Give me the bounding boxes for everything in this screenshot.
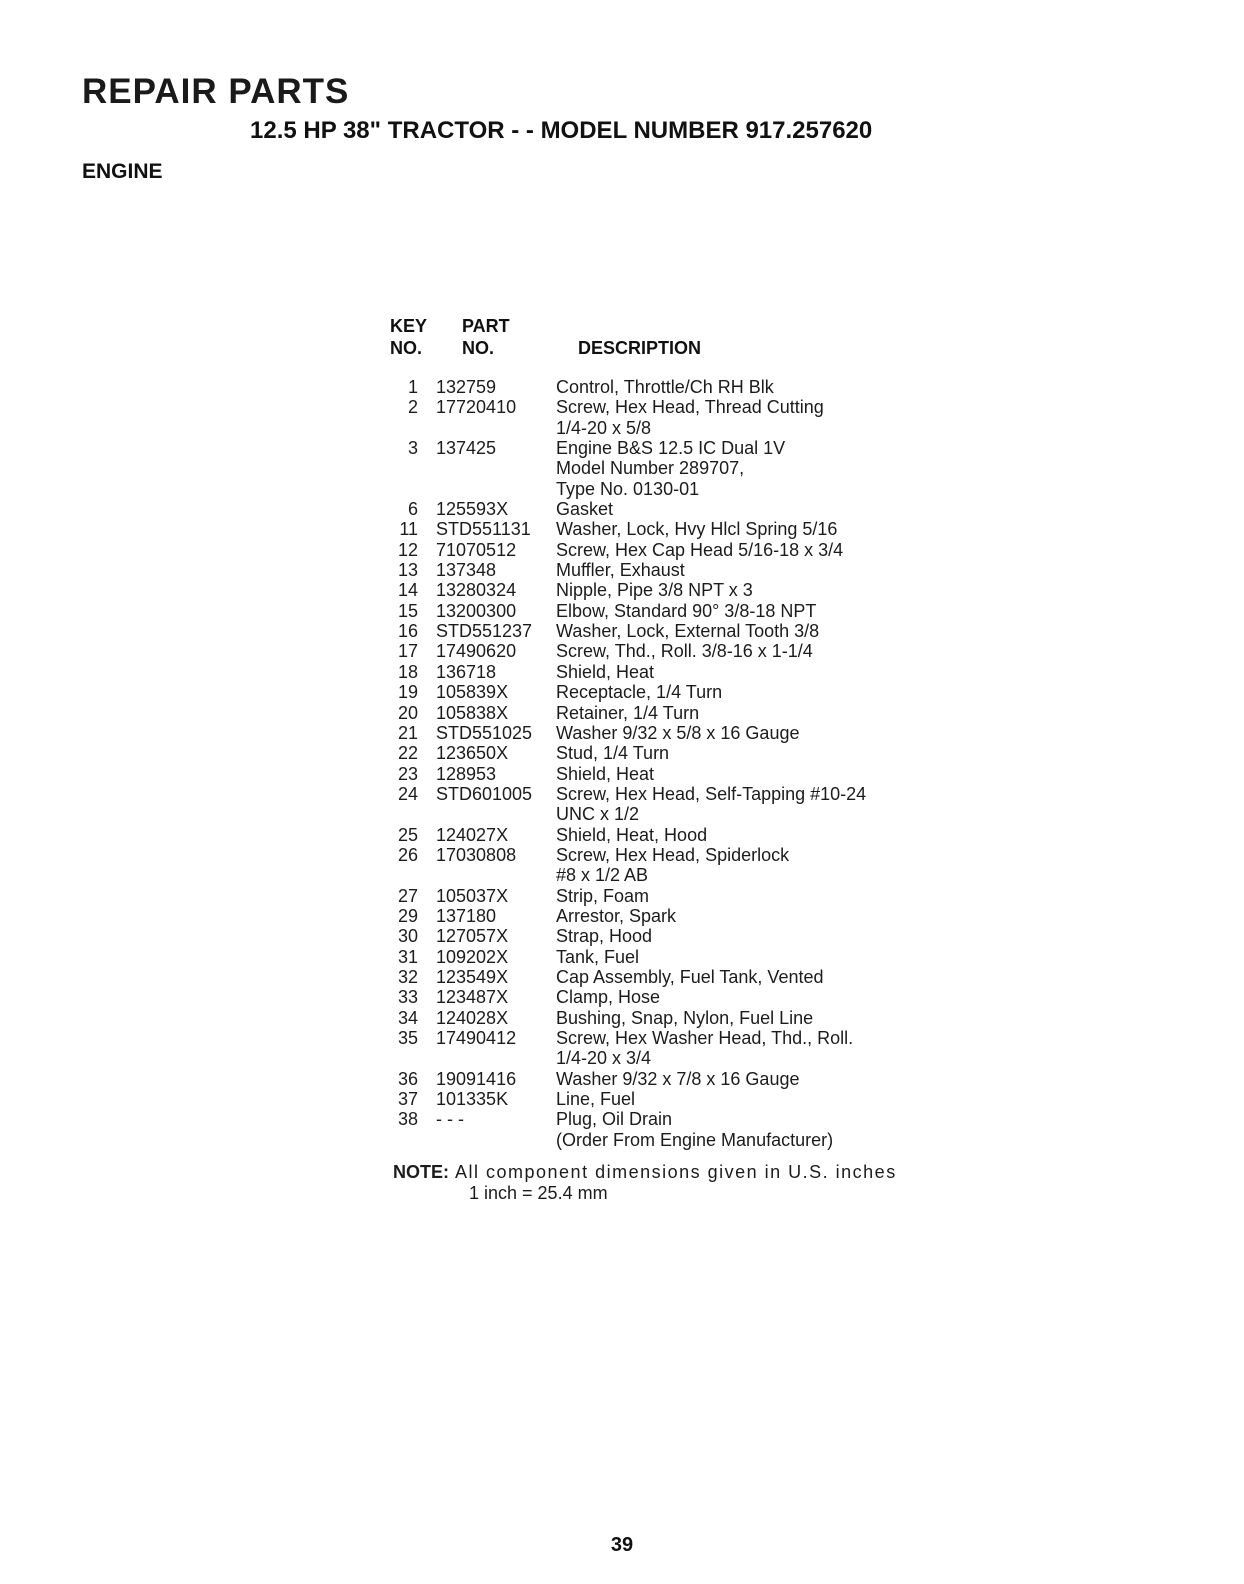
table-row <box>380 825 1000 845</box>
part-number: 17720410 <box>436 397 517 418</box>
description-line: Strap, Hood <box>556 926 653 947</box>
description-line: Bushing, Snap, Nylon, Fuel Line <box>556 1007 814 1028</box>
key-number: 33 <box>397 987 418 1008</box>
page-number: 39 <box>610 1534 634 1556</box>
description-line: #8 x 1/2 AB <box>556 865 649 886</box>
part-description <box>556 519 1000 539</box>
description-line: (Order From Engine Manufacturer) <box>556 1129 834 1150</box>
table-row <box>380 560 1000 580</box>
table-row <box>380 682 1000 702</box>
description-line: Screw, Hex Head, Self-Tapping #10-24 <box>556 783 867 804</box>
part-description <box>556 703 1000 723</box>
description-line: Plug, Oil Drain <box>556 1109 673 1130</box>
key-number: 30 <box>397 926 418 947</box>
key-number: 1 <box>407 377 418 397</box>
key-number: 31 <box>397 946 418 967</box>
table-row <box>380 845 1000 886</box>
key-number: 13 <box>397 560 418 581</box>
table-row <box>380 580 1000 600</box>
table-row <box>380 601 1000 621</box>
table-row <box>380 1008 1000 1028</box>
part-number: 124028X <box>436 1007 509 1028</box>
part-number: 105838X <box>436 702 509 723</box>
key-number: 14 <box>397 580 418 601</box>
part-description <box>556 662 1000 682</box>
description-line: Model Number 289707, <box>556 458 745 479</box>
part-number: 17490412 <box>436 1028 517 1048</box>
table-row <box>380 743 1000 763</box>
description-line: Stud, 1/4 Turn <box>556 743 670 764</box>
key-number: 19 <box>397 682 418 703</box>
key-number: 18 <box>397 661 418 682</box>
part-number: STD551025 <box>436 722 533 743</box>
key-number: 11 <box>399 519 418 540</box>
part-description <box>556 641 1000 661</box>
column-header-key-line2: NO. <box>390 338 423 358</box>
description-line: Muffler, Exhaust <box>556 560 685 581</box>
part-number: 105037X <box>436 885 509 906</box>
part-number: 136718 <box>436 661 497 682</box>
model-title: 12.5 HP 38" TRACTOR - - MODEL NUMBER 917.257620 <box>250 117 873 144</box>
part-description <box>556 926 1000 946</box>
description-line: Shield, Heat, Hood <box>556 824 708 845</box>
table-row <box>380 641 1000 661</box>
table-row <box>380 784 1000 825</box>
table-row <box>380 499 1000 519</box>
description-line: Engine B&S 12.5 IC Dual 1V <box>556 438 786 459</box>
part-number: 105839X <box>436 682 509 703</box>
description-line: Screw, Hex Head, Thread Cutting <box>556 397 824 418</box>
key-number: 27 <box>397 885 418 906</box>
description-line: Tank, Fuel <box>556 946 640 967</box>
column-header-key-line1: KEY <box>390 316 428 336</box>
table-row <box>380 886 1000 906</box>
part-description <box>556 967 1000 987</box>
table-row <box>380 1028 1000 1069</box>
column-header-part-line1: PART <box>462 316 510 336</box>
description-line: UNC x 1/2 <box>556 804 640 825</box>
note-line2: 1 inch = 25.4 mm <box>469 1183 608 1203</box>
part-number: 127057X <box>436 926 509 947</box>
part-description <box>556 845 1000 886</box>
part-description <box>556 723 1000 743</box>
part-number: 132759 <box>436 377 497 397</box>
part-number: 19091416 <box>436 1068 517 1089</box>
part-number: STD551131 <box>436 519 531 540</box>
table-row <box>380 1089 1000 1109</box>
part-number: 137425 <box>436 438 497 459</box>
description-line: Receptacle, 1/4 Turn <box>556 682 723 703</box>
part-description <box>556 397 1000 438</box>
part-description <box>556 601 1000 621</box>
key-number: 24 <box>397 783 418 804</box>
table-row <box>380 662 1000 682</box>
parts-list <box>380 377 1000 1150</box>
key-number: 2 <box>407 397 418 418</box>
table-row <box>380 906 1000 926</box>
part-number: - - - <box>436 1109 464 1130</box>
table-row <box>380 1109 1000 1150</box>
part-number: 137348 <box>436 560 497 581</box>
part-number: 123549X <box>436 966 509 987</box>
part-number: 124027X <box>436 824 509 845</box>
description-line: Control, Throttle/Ch RH Blk <box>556 377 774 397</box>
table-row <box>380 1069 1000 1089</box>
part-description <box>556 784 1000 825</box>
part-number: 13200300 <box>436 600 517 621</box>
part-description <box>556 499 1000 519</box>
section-title: ENGINE <box>82 160 163 183</box>
part-number: 109202X <box>436 946 509 967</box>
description-line: Cap Assembly, Fuel Tank, Vented <box>556 966 824 987</box>
table-row <box>380 540 1000 560</box>
part-number: 17490620 <box>436 641 517 662</box>
key-number: 26 <box>397 844 418 865</box>
table-row <box>380 967 1000 987</box>
part-number: 125593X <box>436 499 509 520</box>
key-number: 15 <box>397 600 418 621</box>
part-number: STD601005 <box>436 783 533 804</box>
description-line: Line, Fuel <box>556 1089 636 1110</box>
description-line: Retainer, 1/4 Turn <box>556 702 700 723</box>
description-line: Screw, Hex Head, Spiderlock <box>556 844 790 865</box>
description-line: Strip, Foam <box>556 885 650 906</box>
key-number: 29 <box>397 905 418 926</box>
key-number: 21 <box>397 722 418 743</box>
part-description <box>556 1028 1000 1069</box>
key-number: 6 <box>407 499 418 520</box>
column-header-description: DESCRIPTION <box>578 338 702 358</box>
part-description <box>556 1008 1000 1028</box>
description-line: Type No. 0130-01 <box>556 478 700 499</box>
description-line: Elbow, Standard 90° 3/8-18 NPT <box>556 600 817 621</box>
part-description <box>556 1109 1000 1150</box>
key-number: 25 <box>397 824 418 845</box>
part-description <box>556 886 1000 906</box>
description-line: Shield, Heat <box>556 763 655 784</box>
part-description <box>556 540 1000 560</box>
table-row <box>380 764 1000 784</box>
key-number: 12 <box>397 539 418 560</box>
key-number: 32 <box>397 966 418 987</box>
table-row <box>380 621 1000 641</box>
part-description <box>556 987 1000 1007</box>
table-row <box>380 438 1000 499</box>
part-description <box>556 1089 1000 1109</box>
note <box>393 1162 897 1204</box>
column-header-key <box>390 315 450 359</box>
key-number: 36 <box>397 1068 418 1089</box>
key-number: 34 <box>397 1007 418 1028</box>
part-description <box>556 947 1000 967</box>
part-description <box>556 743 1000 763</box>
description-line: Screw, Hex Cap Head 5/16-18 x 3/4 <box>556 539 844 560</box>
part-description <box>556 438 1000 499</box>
description-line: Washer 9/32 x 5/8 x 16 Gauge <box>556 722 800 743</box>
part-number: 123650X <box>436 743 509 764</box>
description-line: Gasket <box>556 499 614 520</box>
part-description <box>556 621 1000 641</box>
part-description <box>556 682 1000 702</box>
note-label: NOTE: <box>393 1162 449 1182</box>
description-line: Shield, Heat <box>556 661 655 682</box>
part-number: STD551237 <box>436 621 533 642</box>
table-row <box>380 926 1000 946</box>
table-row <box>380 723 1000 743</box>
part-description <box>556 377 1000 397</box>
part-description <box>556 906 1000 926</box>
part-number: 128953 <box>436 763 497 784</box>
table-row <box>380 397 1000 438</box>
part-number: 101335K <box>436 1089 509 1110</box>
key-number: 23 <box>397 763 418 784</box>
description-line: 1/4-20 x 3/4 <box>556 1048 652 1069</box>
description-line: Washer, Lock, Hvy Hlcl Spring 5/16 <box>556 519 838 540</box>
description-line: Nipple, Pipe 3/8 NPT x 3 <box>556 580 753 601</box>
description-line: Washer, Lock, External Tooth 3/8 <box>556 621 820 642</box>
part-number: 71070512 <box>436 539 517 560</box>
note-line1: All component dimensions given in U.S. inches <box>455 1162 897 1182</box>
key-number: 20 <box>397 702 418 723</box>
part-description <box>556 825 1000 845</box>
table-row <box>380 987 1000 1007</box>
part-number: 137180 <box>436 905 497 926</box>
description-line: 1/4-20 x 5/8 <box>556 417 652 438</box>
key-number: 3 <box>407 438 418 459</box>
column-header-part-line2: NO. <box>462 338 495 358</box>
key-number: 35 <box>397 1028 418 1048</box>
description-line: Screw, Thd., Roll. 3/8-16 x 1-1/4 <box>556 641 813 662</box>
table-row <box>380 519 1000 539</box>
part-number: 17030808 <box>436 844 517 865</box>
page-title: REPAIR PARTS <box>82 72 350 111</box>
key-number: 38 <box>397 1109 418 1130</box>
description-line: Screw, Hex Washer Head, Thd., Roll. <box>556 1028 854 1048</box>
part-description <box>556 580 1000 600</box>
description-line: Clamp, Hose <box>556 987 661 1008</box>
key-number: 22 <box>397 743 418 764</box>
table-row <box>380 377 1000 397</box>
table-row <box>380 703 1000 723</box>
description-line: Washer 9/32 x 7/8 x 16 Gauge <box>556 1068 800 1089</box>
key-number: 17 <box>397 641 418 662</box>
table-row <box>380 947 1000 967</box>
part-number: 13280324 <box>436 580 517 601</box>
part-number: 123487X <box>436 987 509 1008</box>
part-description <box>556 560 1000 580</box>
column-header-part <box>462 315 542 359</box>
description-line: Arrestor, Spark <box>556 905 677 926</box>
part-description <box>556 1069 1000 1089</box>
part-description <box>556 764 1000 784</box>
key-number: 16 <box>397 621 418 642</box>
key-number: 37 <box>397 1089 418 1110</box>
